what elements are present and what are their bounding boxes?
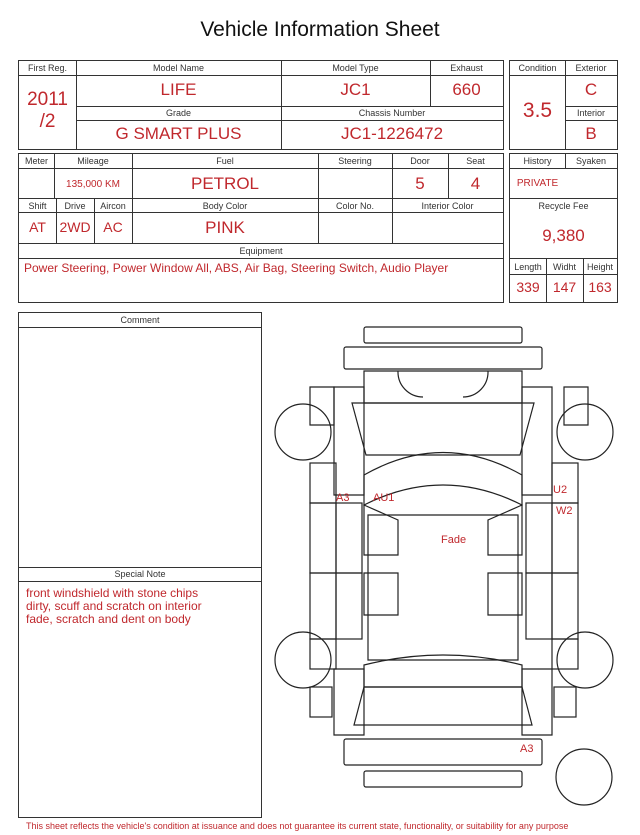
interior-label: Interior bbox=[576, 108, 605, 118]
left-rear-window bbox=[364, 573, 398, 615]
special-note-label: Special Note bbox=[114, 569, 166, 579]
condition-grade: 3.5 bbox=[522, 99, 553, 122]
fuel-label: Fuel bbox=[216, 156, 234, 166]
first-reg-year: 2011 bbox=[27, 89, 68, 110]
damage-mark-u2: U2 bbox=[553, 484, 568, 496]
right-tail-lamp bbox=[554, 687, 576, 717]
left-rear-door bbox=[336, 573, 362, 639]
damage-mark-w2: W2 bbox=[556, 505, 573, 517]
damage-mark-fade: Fade bbox=[441, 534, 467, 546]
exterior-label: Exterior bbox=[575, 63, 607, 73]
front-right-wheel bbox=[557, 404, 613, 460]
special-note-text bbox=[26, 587, 258, 626]
height-label: Height bbox=[586, 262, 613, 272]
spare-wheel bbox=[556, 749, 612, 805]
rear-bumper-lower bbox=[364, 771, 522, 787]
right-front-door bbox=[526, 503, 552, 573]
model-name-value: LIFE bbox=[160, 80, 197, 99]
right-front-window bbox=[488, 505, 522, 555]
door-value: 5 bbox=[415, 174, 425, 193]
mileage-label: Mileage bbox=[77, 156, 109, 166]
left-tail-lamp bbox=[310, 687, 332, 717]
chassis-value: JC1-1226472 bbox=[340, 124, 444, 143]
mileage-value: 135,000 KM bbox=[66, 179, 120, 190]
right-rear-quarter-outer bbox=[552, 639, 578, 669]
first-reg-month: /2 bbox=[39, 111, 56, 132]
right-rear-door bbox=[526, 573, 552, 639]
left-front-door-outer bbox=[310, 503, 336, 573]
left-front-window bbox=[364, 505, 398, 555]
main-info-box bbox=[18, 60, 504, 150]
seat-value: 4 bbox=[470, 174, 481, 193]
history-value: PRIVATE bbox=[516, 178, 559, 189]
recycle-fee-value: 9,380 bbox=[542, 226, 585, 245]
comment-box bbox=[18, 312, 262, 818]
side-info-box bbox=[509, 153, 618, 303]
history-label: History bbox=[523, 156, 552, 166]
front-left-wheel bbox=[275, 404, 331, 460]
equipment-label: Equipment bbox=[239, 246, 283, 256]
special-note-line: dirty, scuff and scratch on interior bbox=[26, 599, 202, 613]
condition-label: Condition bbox=[518, 63, 557, 73]
right-mirror-area bbox=[552, 463, 578, 503]
car-damage-diagram bbox=[268, 315, 628, 825]
hood bbox=[364, 371, 522, 403]
color-no-label: Color No. bbox=[335, 201, 374, 211]
page-title: Vehicle Information Sheet bbox=[200, 18, 440, 41]
left-front-door bbox=[336, 503, 362, 573]
special-note-line: front windshield with stone chips bbox=[26, 586, 199, 600]
interior-grade: B bbox=[585, 124, 597, 143]
meter-label: Meter bbox=[24, 156, 48, 166]
body-color-value: PINK bbox=[205, 218, 245, 237]
shift-label: Shift bbox=[28, 201, 47, 211]
equipment-value: Power Steering, Power Window All, ABS, Air Bag, Steering Switch, Audio Player bbox=[24, 261, 449, 275]
left-rear-door-outer bbox=[310, 573, 336, 639]
model-type-label: Model Type bbox=[332, 63, 379, 73]
chassis-label: Chassis Number bbox=[358, 108, 426, 118]
door-label: Door bbox=[410, 156, 430, 166]
exterior-grade: C bbox=[584, 80, 598, 99]
grade-value: G SMART PLUS bbox=[115, 124, 242, 143]
drive-label: Drive bbox=[64, 201, 86, 211]
damage-mark-a3-left: A3 bbox=[336, 492, 350, 504]
interior-color-label: Interior Color bbox=[421, 201, 474, 211]
special-note-line: fade, scratch and dent on body bbox=[26, 612, 191, 626]
height-value: 163 bbox=[588, 279, 612, 295]
right-rear-window bbox=[488, 573, 522, 615]
width-label: Widht bbox=[552, 262, 576, 272]
comment-label: Comment bbox=[120, 315, 160, 325]
drive-value: 2WD bbox=[59, 219, 91, 235]
grade-label: Grade bbox=[165, 108, 191, 118]
rear-right-wheel bbox=[557, 632, 613, 688]
length-value: 339 bbox=[516, 279, 540, 295]
shift-value: AT bbox=[29, 219, 46, 235]
rear-left-wheel bbox=[275, 632, 331, 688]
front-bumper bbox=[344, 347, 542, 369]
first-reg-label: First Reg. bbox=[27, 63, 67, 73]
exhaust-label: Exhaust bbox=[450, 63, 483, 73]
recycle-fee-label: Recycle Fee bbox=[538, 201, 589, 211]
footer-disclaimer: This sheet reflects the vehicle's condition at issuance and does not guarantee its current state, functionality, or suitability for any purpose bbox=[26, 821, 569, 831]
damage-mark-a3-rear: A3 bbox=[520, 743, 534, 755]
left-rear-quarter-outer bbox=[310, 639, 336, 669]
seat-label: Seat bbox=[466, 156, 485, 166]
damage-mark-au1: AU1 bbox=[373, 492, 395, 504]
steering-label: Steering bbox=[338, 156, 372, 166]
length-label: Length bbox=[514, 262, 542, 272]
tailgate bbox=[354, 687, 532, 725]
first-reg-value bbox=[19, 89, 76, 133]
right-rear-door-outer bbox=[552, 573, 578, 639]
exhaust-value: 660 bbox=[452, 80, 481, 99]
width-value: 147 bbox=[552, 279, 577, 295]
details-box bbox=[18, 153, 504, 303]
condition-box bbox=[509, 60, 618, 150]
aircon-value: AC bbox=[103, 219, 123, 235]
front-bumper-top bbox=[364, 327, 522, 343]
syaken-label: Syaken bbox=[575, 156, 607, 166]
aircon-label: Aircon bbox=[100, 201, 126, 211]
model-name-label: Model Name bbox=[152, 63, 205, 73]
left-mirror-area bbox=[310, 463, 336, 503]
fuel-value: PETROL bbox=[190, 174, 260, 193]
model-type-value: JC1 bbox=[340, 80, 371, 99]
front-windshield-area bbox=[352, 403, 534, 455]
rear-bumper bbox=[344, 739, 542, 765]
body-color-label: Body Color bbox=[202, 201, 248, 211]
